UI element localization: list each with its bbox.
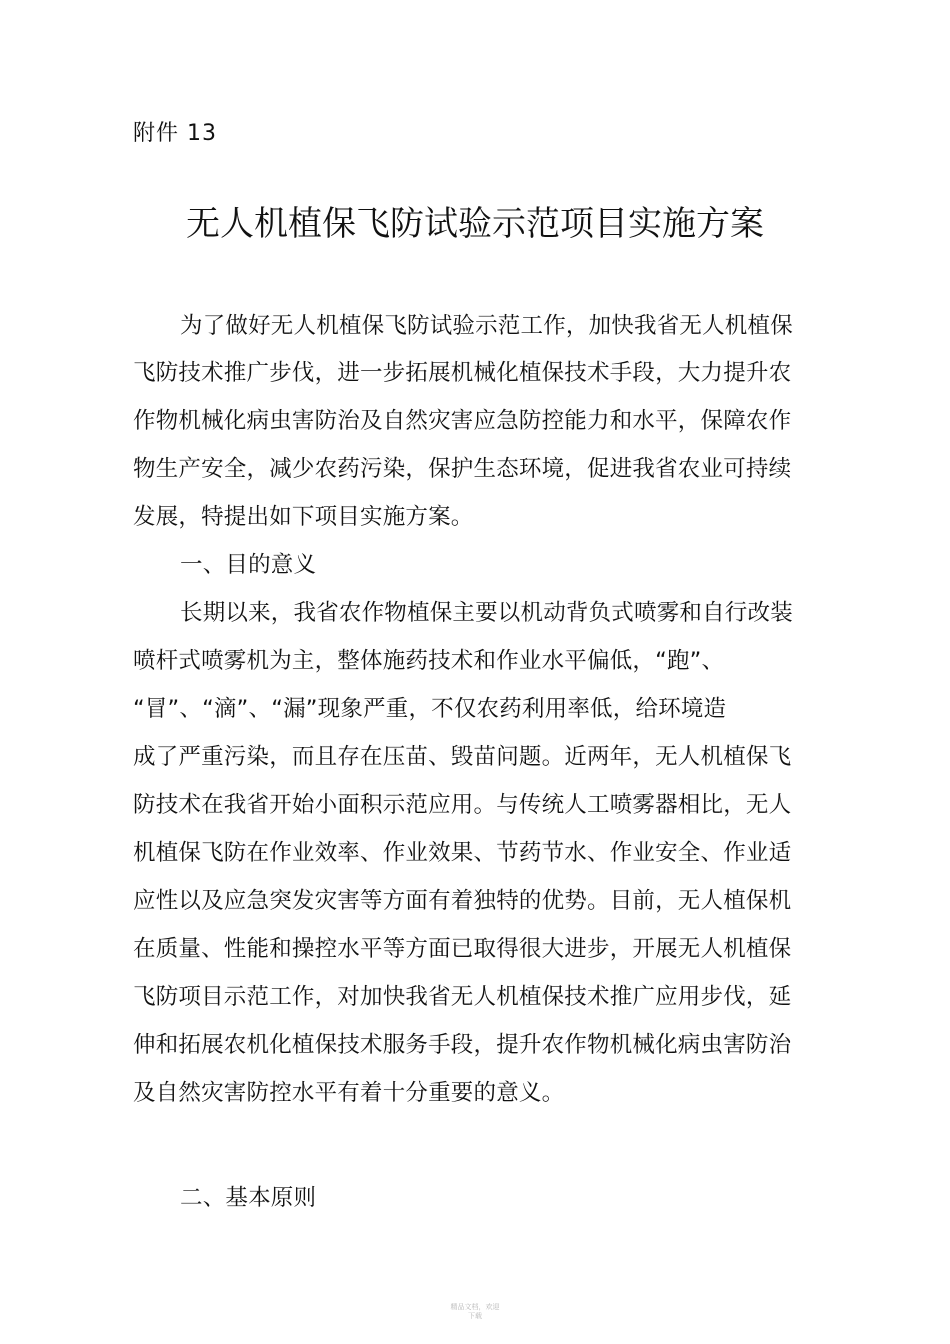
footer-note: [0, 1303, 950, 1321]
body-line: 飞防项目示范工作，对加快我省无人机植保技术推广应用步伐，延: [133, 984, 792, 1010]
intro-line: 发展，特提出如下项目实施方案。: [133, 504, 474, 530]
intro-line: 作物机械化病虫害防治及自然灾害应急防控能力和水平，保障农作: [133, 408, 792, 434]
body-line: “冒”、“滴”、“漏”现象严重，不仅农药利用率低，给环境造: [133, 696, 727, 722]
body-line: 喷杆式喷雾机为主，整体施药技术和作业水平偏低，“跑”、: [133, 648, 725, 674]
intro-line: 为了做好无人机植保飞防试验示范工作，加快我省无人机植保: [180, 313, 793, 339]
body-line: 防技术在我省开始小面积示范应用。与传统人工喷雾器相比，无人: [133, 792, 792, 818]
body-line: 及自然灾害防控水平有着十分重要的意义。: [133, 1080, 565, 1106]
body-line: 伸和拓展农机化植保技术服务手段，提升农作物机械化病虫害防治: [133, 1032, 792, 1058]
footer-note-line: 精品文档，欢迎: [450, 1303, 500, 1311]
document-title: 无人机植保飞防试验示范项目实施方案: [186, 204, 764, 244]
intro-line: 飞防技术推广步伐，进一步拓展机械化植保技术手段，大力提升农: [133, 360, 792, 386]
footer-note-line: 下载: [468, 1312, 482, 1320]
section-heading: 一、目的意义: [180, 552, 317, 578]
body-line: 应性以及应急突发灾害等方面有着独特的优势。目前，无人植保机: [133, 888, 792, 914]
annex-label: 附件 13: [133, 121, 217, 146]
body-line: 长期以来，我省农作物植保主要以机动背负式喷雾和自行改装: [180, 600, 793, 626]
body-line: 机植保飞防在作业效率、作业效果、节药节水、作业安全、作业适: [133, 840, 792, 866]
body-line: 成了严重污染，而且存在压苗、毁苗问题。近两年，无人机植保飞: [133, 744, 792, 770]
intro-line: 物生产安全，减少农药污染，保护生态环境，促进我省农业可持续: [133, 456, 792, 482]
section-heading: 二、基本原则: [180, 1185, 317, 1211]
body-line: 在质量、性能和操控水平等方面已取得很大进步，开展无人机植保: [133, 936, 792, 962]
